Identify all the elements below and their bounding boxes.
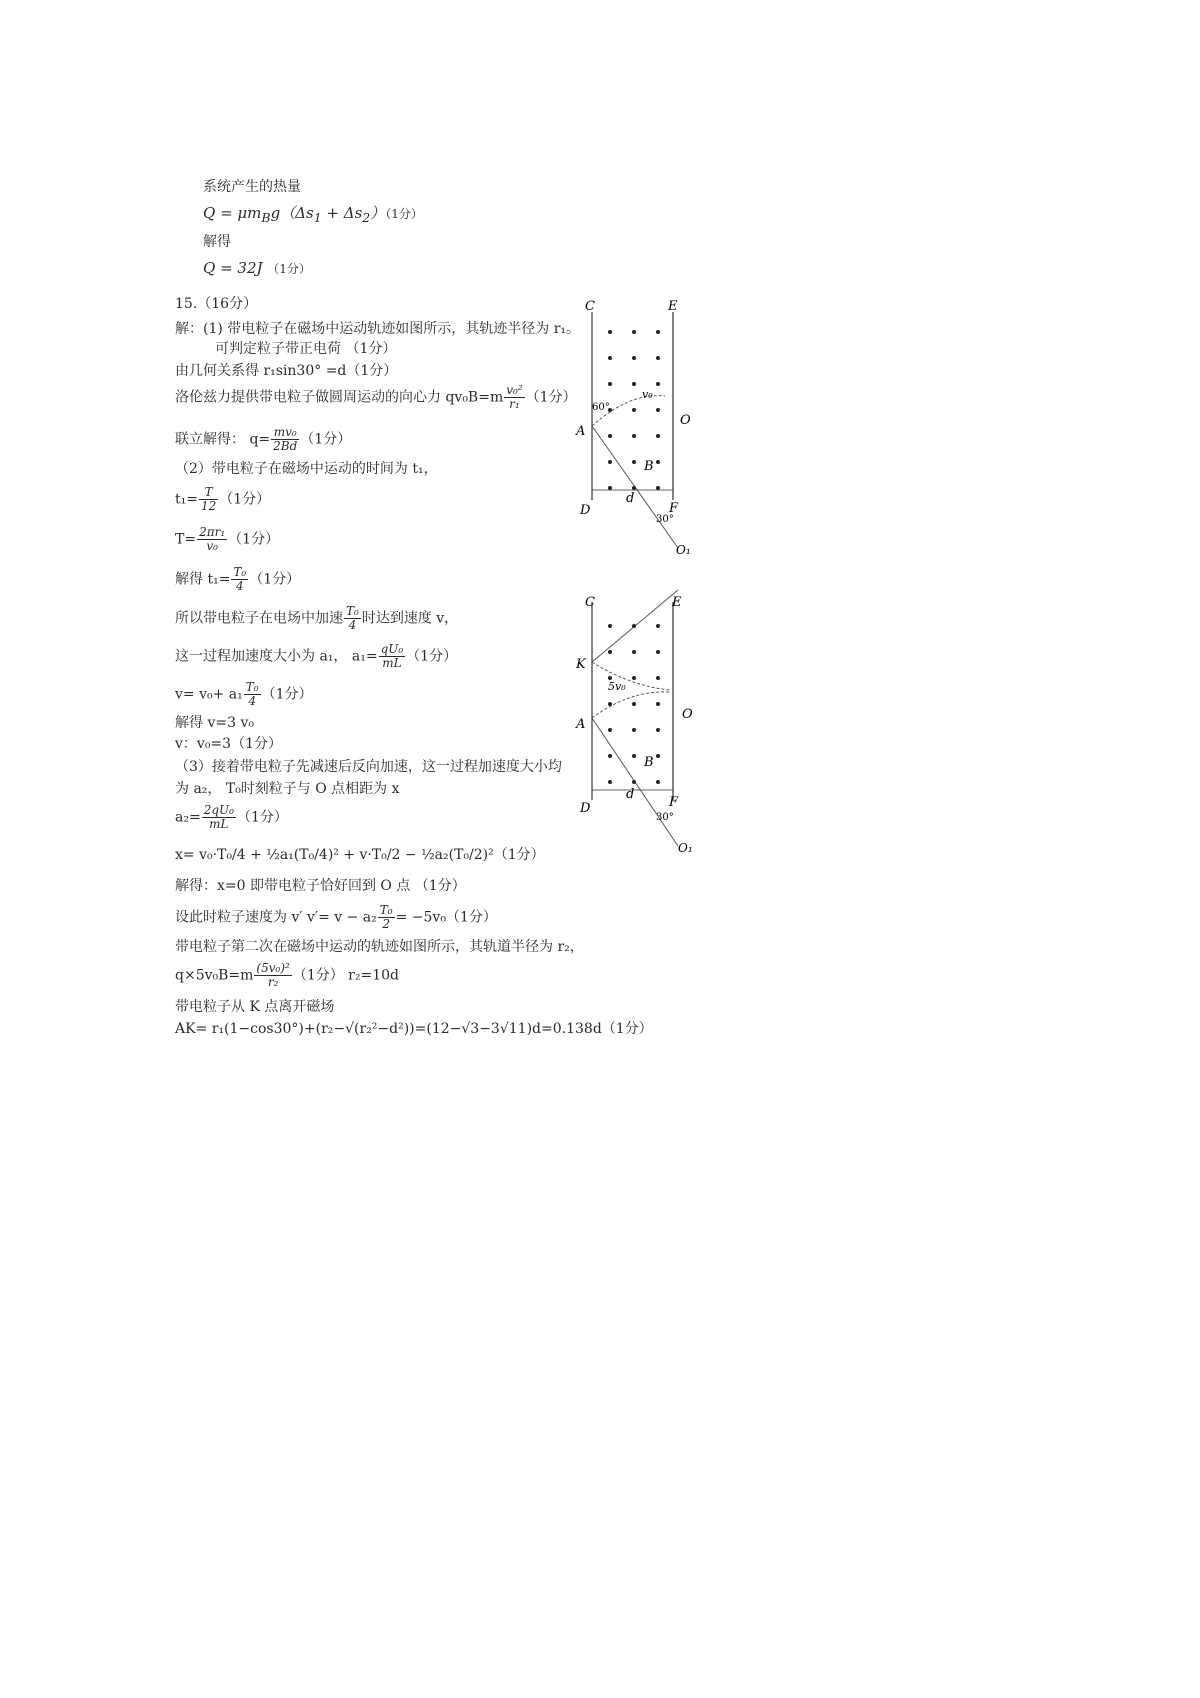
q-result: Q = 32J （1分） <box>203 259 311 277</box>
fig1-label-D: D <box>580 503 591 518</box>
figure-1 <box>570 300 710 560</box>
fig1-label-O1: O₁ <box>676 543 691 557</box>
field-dot <box>632 676 636 680</box>
p3-line9: 带电粒子从 K 点离开磁场 <box>175 999 335 1015</box>
p2-line3: T= $\frac{\text{2πr₁}}{\text{v₀}}$ （1分） <box>175 525 280 553</box>
p3-line7: 带电粒子第二次在磁场中运动的轨迹如图所示，其轨道半径为 r₂， <box>175 939 584 955</box>
field-dot <box>608 486 612 490</box>
fig1-label-E: E <box>668 300 678 314</box>
p2-line1: （2）带电粒子在磁场中运动的时间为 t₁， <box>175 461 438 477</box>
field-dot <box>632 728 636 732</box>
fig2-label-A: A <box>576 717 586 732</box>
p1-line1: 解：(1) 带电粒子在磁场中运动轨迹如图所示，其轨迹半径为 r₁。 <box>175 321 581 337</box>
fig2-label-K: K <box>576 657 586 672</box>
fig2-label-O1: O₁ <box>678 841 693 855</box>
fig2-label-d: d <box>626 787 635 802</box>
field-dot <box>656 460 660 464</box>
fig2-label-O: O <box>682 707 693 722</box>
p3-line6: 设此时粒子速度为 v′ v′= v − a₂ $\frac{\text{T₀}}{2}$ = −5v₀（1分） <box>175 903 497 931</box>
solve-label: 解得 <box>203 234 231 250</box>
field-dot <box>656 330 660 334</box>
field-dot <box>656 624 660 628</box>
field-dot <box>656 356 660 360</box>
fig1-angle-60: 60° <box>592 402 610 413</box>
field-dot <box>632 624 636 628</box>
fig1-label-O: O <box>680 413 691 428</box>
field-dot <box>632 460 636 464</box>
fig1-label-d: d <box>626 491 635 506</box>
field-dot <box>656 408 660 412</box>
p3-line3: a₂= $\frac{\text{2qU₀}}{mL}$ （1分） <box>175 803 288 831</box>
fig1-label-v0: v₀ <box>642 388 653 401</box>
field-dot <box>632 754 636 758</box>
field-dot <box>632 702 636 706</box>
fig1-angle-30: 30° <box>656 514 674 525</box>
field-dot <box>608 624 612 628</box>
fig2-angle-30: 30° <box>656 812 674 823</box>
field-dot <box>632 434 636 438</box>
field-dot <box>608 702 612 706</box>
heat-equation: $Q = \mu m_Bg(\Delta s_1 + \Delta s_2)(1$分） <box>203 204 423 225</box>
field-dot <box>608 382 612 386</box>
field-dot <box>608 356 612 360</box>
p2-line7: v= v₀+ a₁ $\frac{\text{T₀}}{4}$ （1分） <box>175 680 313 708</box>
field-dot <box>608 330 612 334</box>
p3-line10: AK= r₁(1−cos30°)+(r₂−√(r₂²−d²))=(12−√3−3√11)d=0.138d（1分） <box>175 1021 653 1037</box>
fig2-label-D: D <box>580 801 591 816</box>
field-dot <box>632 356 636 360</box>
field-dot <box>656 780 660 784</box>
p2-line2: t₁= $\frac{T}{12}$ （1分） <box>175 485 271 513</box>
p2-line8: 解得 v=3 v₀ <box>175 715 254 731</box>
p2-line6: 这一过程加速度大小为 a₁， a₁= $\frac{\text{qU₀}}{mL}$ （1分） <box>175 642 458 670</box>
fig2-label-E: E <box>672 595 682 610</box>
field-dot <box>656 486 660 490</box>
field-dot <box>656 676 660 680</box>
fig1-label-B: B <box>644 459 654 474</box>
field-dot <box>608 460 612 464</box>
fig2-label-F: F <box>669 795 679 810</box>
p2-line5: 所以带电粒子在电场中加速 $\frac{\text{T₀}}{4}$ 时达到速度 v， <box>175 604 459 632</box>
fig2-label-B: B <box>644 755 654 770</box>
heat-label: 系统产生的热量 <box>203 179 301 195</box>
field-dot <box>656 702 660 706</box>
field-dot <box>608 650 612 654</box>
field-dot <box>608 728 612 732</box>
fig1-label-C: C <box>585 300 595 314</box>
p1-line2: 可判定粒子带正电荷 （1分） <box>215 341 397 357</box>
p3-line5: 解得：x=0 即带电粒子恰好回到 O 点 （1分） <box>175 878 466 894</box>
fig1-label-A: A <box>576 424 586 439</box>
field-dot <box>656 650 660 654</box>
field-dot <box>608 754 612 758</box>
p1-line4: 洛伦兹力提供带电粒子做圆周运动的向心力 qv₀B=m $\frac{\text{v₀²}}{\text{r₁}}$ （1分） <box>175 383 577 411</box>
p2-line9: v：v₀=3（1分） <box>175 736 282 752</box>
field-dot <box>632 382 636 386</box>
figure-2 <box>570 590 710 860</box>
field-dot <box>632 486 636 490</box>
q15-header: 15.（16分） <box>175 296 258 312</box>
p2-line4: 解得 t₁= $\frac{\text{T₀}}{4}$ （1分） <box>175 565 301 593</box>
field-dot <box>632 650 636 654</box>
field-dot <box>656 434 660 438</box>
field-dot <box>632 780 636 784</box>
field-dot <box>632 408 636 412</box>
fig2-label-C: C <box>585 595 595 610</box>
p1-line5: 联立解得： q= $\frac{\text{mv₀}}{2Bd}$ （1分） <box>175 425 352 453</box>
p3-line1: （3）接着带电粒子先减速后反向加速，这一过程加速度大小均 <box>175 759 562 775</box>
field-dot <box>656 754 660 758</box>
field-dot <box>656 728 660 732</box>
fig2-label-5v0: 5v₀ <box>608 680 626 693</box>
p3-line8: q×5v₀B=m $\frac{\text{(5v₀)²}}{\text{r₂}}$ （1分） r₂=10d <box>175 961 399 989</box>
p1-line3: 由几何关系得 r₁sin30° =d（1分） <box>175 363 398 379</box>
field-dot <box>608 434 612 438</box>
field-dot <box>656 382 660 386</box>
field-dot <box>608 780 612 784</box>
fig1-label-F: F <box>669 501 679 516</box>
p3-line4: x= v₀·T₀/4 + ½a₁(T₀/4)² + v·T₀/2 − ½a₂(T₀/2)²（1分） <box>175 847 545 863</box>
field-dot <box>632 330 636 334</box>
p3-line2: 为 a₂， T₀时刻粒子与 O 点相距为 x <box>175 781 400 797</box>
